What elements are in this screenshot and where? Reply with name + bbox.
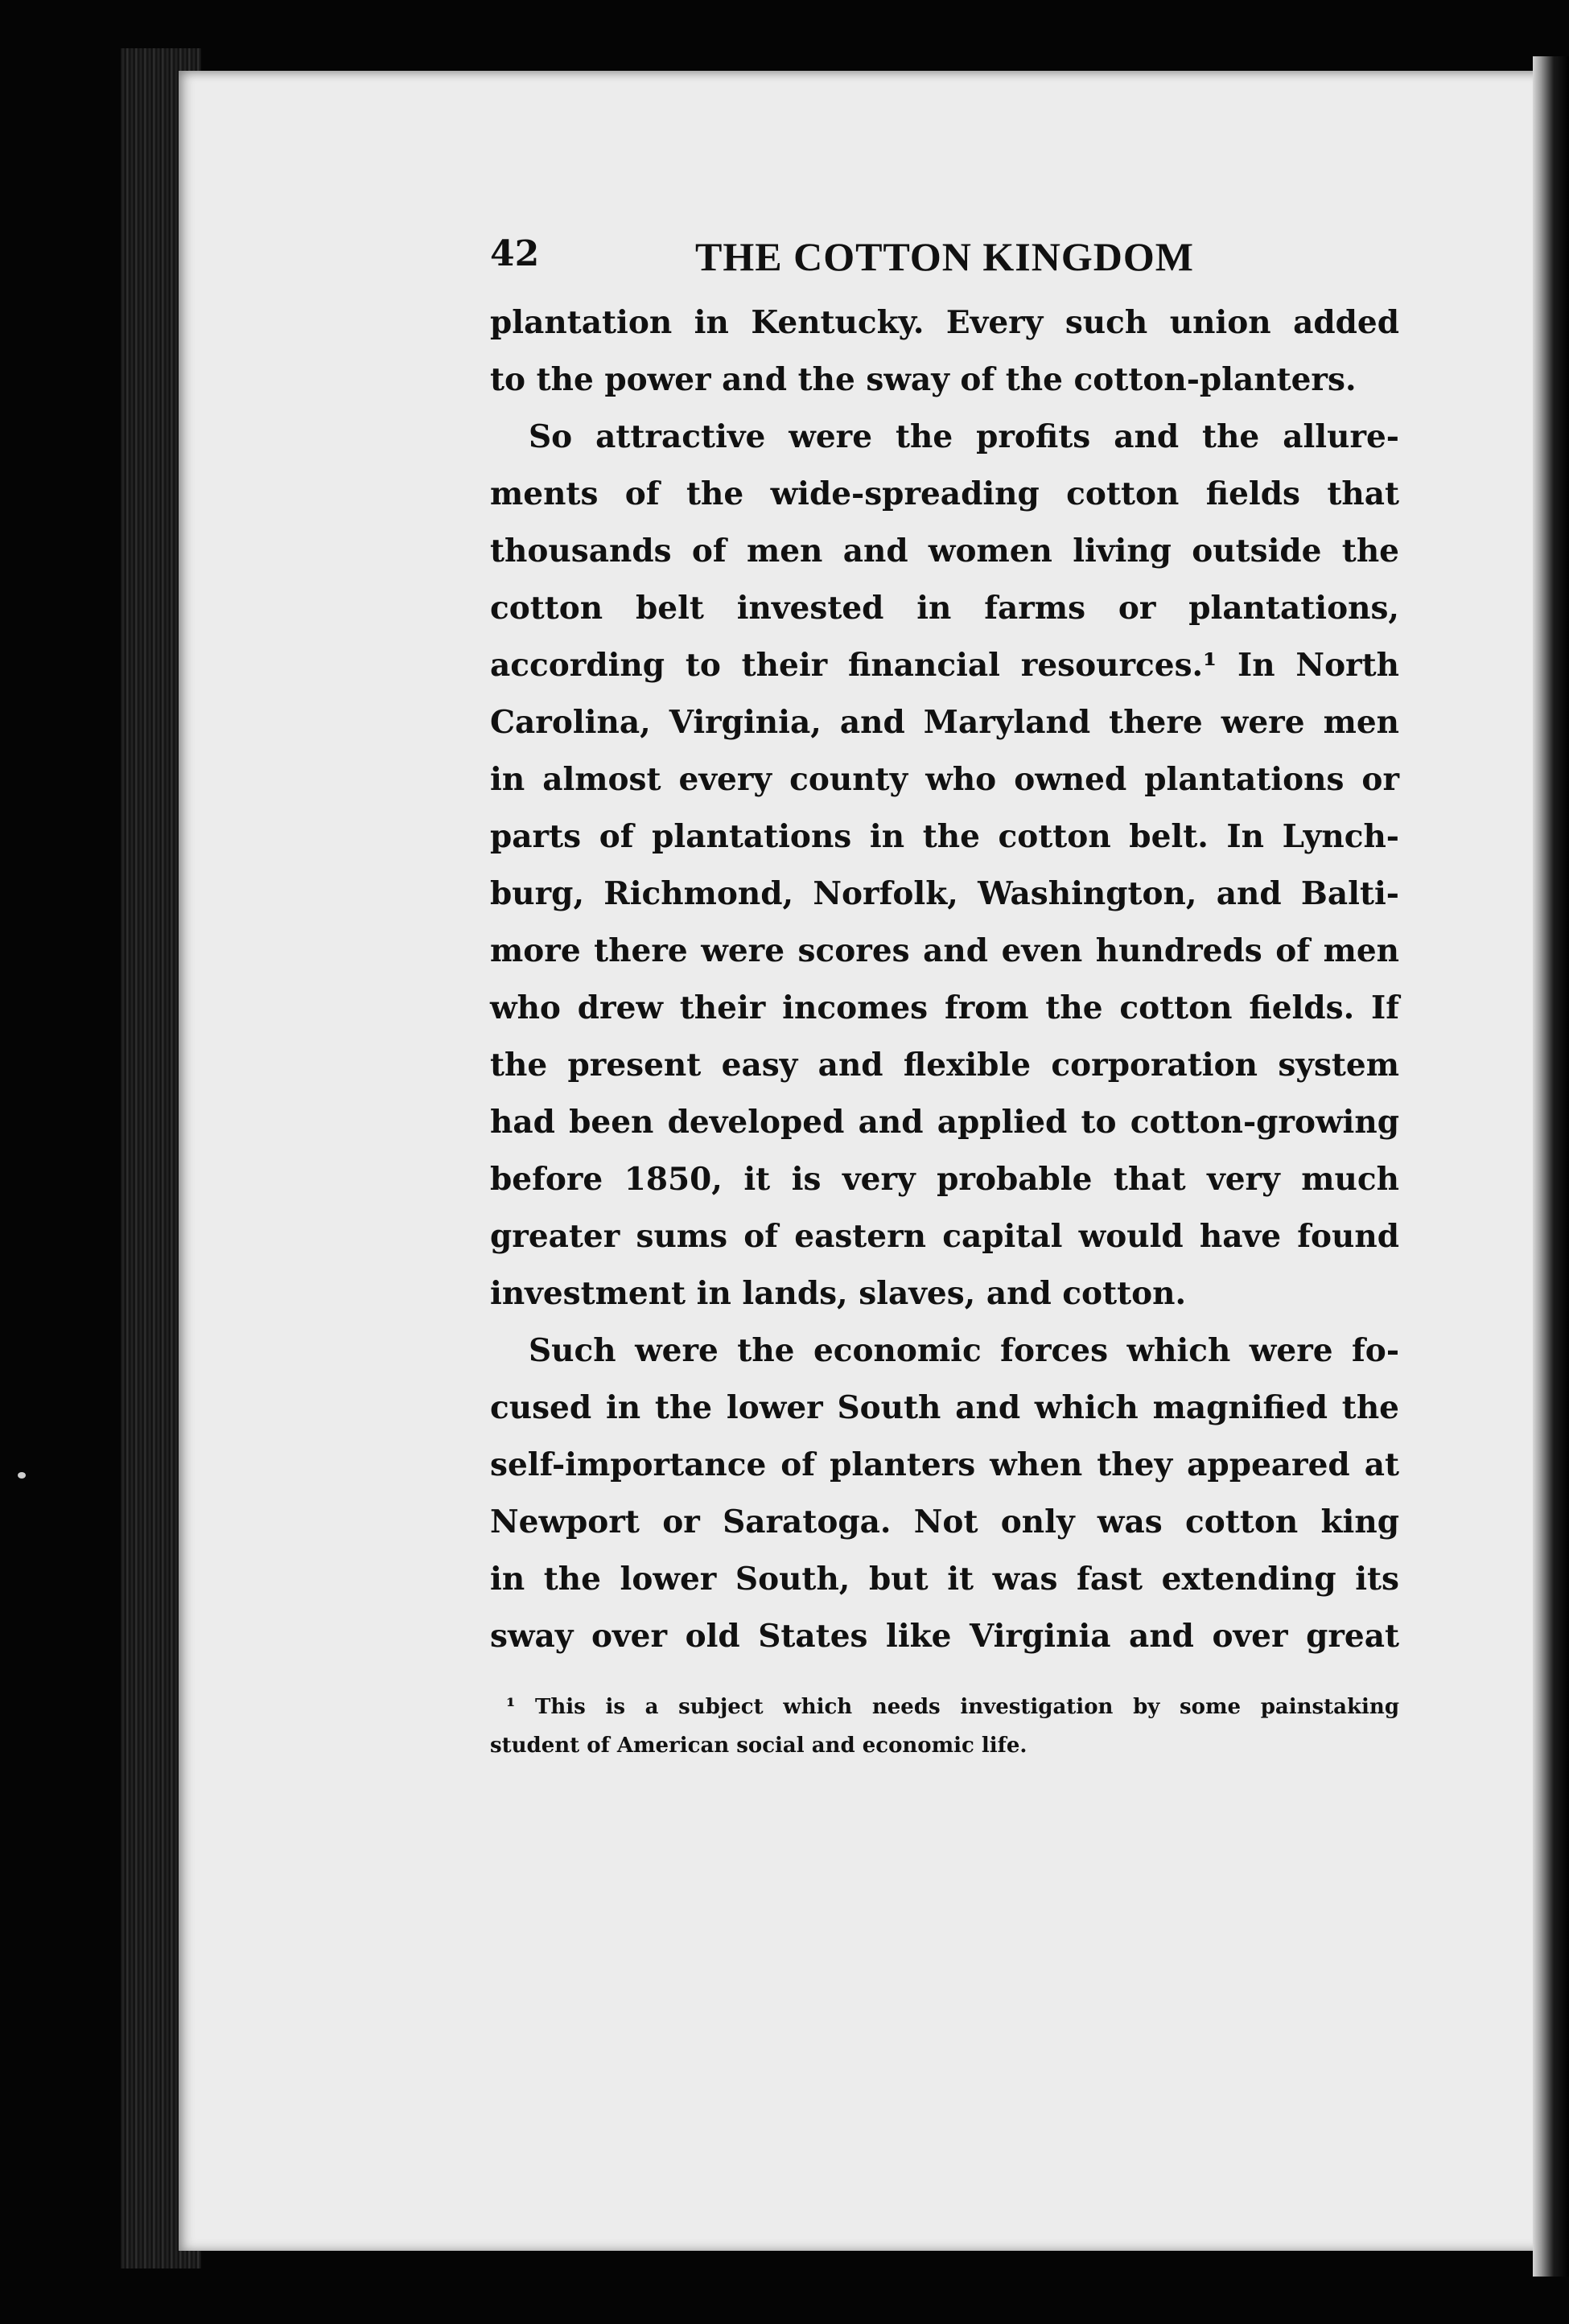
body-text-line: greater sums of eastern capital would have found: [490, 1218, 1399, 1255]
body-text-line: Newport or Saratoga. Not only was cotton king: [490, 1503, 1399, 1540]
running-title: THE COTTON KINGDOM: [695, 234, 1194, 279]
body-text-line: more there were scores and even hundreds of men: [490, 932, 1399, 969]
body-text-line: in the lower South, but it was fast extending its: [490, 1561, 1399, 1598]
body-text-line: cused in the lower South and which magnified the: [490, 1389, 1399, 1426]
body-text-line: investment in lands, slaves, and cotton.: [490, 1275, 1187, 1312]
running-head: [490, 233, 1399, 294]
body-text-line: Such were the economic forces which were fo-: [529, 1332, 1399, 1369]
body-text-line: in almost every county who owned plantations or: [490, 761, 1399, 798]
footnote-text-line: ¹ This is a subject which needs investigation by some painstaking: [506, 1695, 1399, 1719]
body-text-line: Carolina, Virginia, and Maryland there were men: [490, 704, 1399, 741]
body-text-line: according to their financial resources.¹ In North: [490, 647, 1399, 684]
body-text-line: to the power and the sway of the cotton-planters.: [490, 361, 1357, 398]
body-text-line: the present easy and flexible corporation system: [490, 1047, 1399, 1084]
body-text-line: burg, Richmond, Norfolk, Washington, and Balti-: [490, 875, 1399, 912]
body-text-line: ments of the wide-spreading cotton fields that: [490, 475, 1399, 512]
body-text-line: parts of plantations in the cotton belt. In Lynch-: [490, 818, 1399, 855]
footnote-text-line: student of American social and economic life.: [490, 1734, 1027, 1758]
body-text-line: cotton belt invested in farms or plantations,: [490, 590, 1399, 627]
body-text-line: who drew their incomes from the cotton fields. If: [490, 989, 1399, 1026]
body-text: [490, 294, 1399, 1665]
body-text-line: sway over old States like Virginia and over great: [490, 1618, 1399, 1655]
scan-speck: [18, 1472, 26, 1479]
page-number: 42: [490, 233, 540, 274]
body-text-line: So attractive were the profits and the allure-: [529, 418, 1399, 455]
body-text-line: thousands of men and women living outside the: [490, 533, 1399, 570]
page-text-block: [490, 233, 1399, 1765]
body-text-line: before 1850, it is very probable that very much: [490, 1161, 1399, 1198]
body-text-line: had been developed and applied to cotton-growing: [490, 1104, 1399, 1141]
body-text-line: self-importance of planters when they appeared at: [490, 1446, 1399, 1483]
page-right-edge-shadow: [1533, 56, 1569, 2277]
footnote: [490, 1688, 1399, 1765]
body-text-line: plantation in Kentucky. Every such union added: [490, 304, 1399, 341]
